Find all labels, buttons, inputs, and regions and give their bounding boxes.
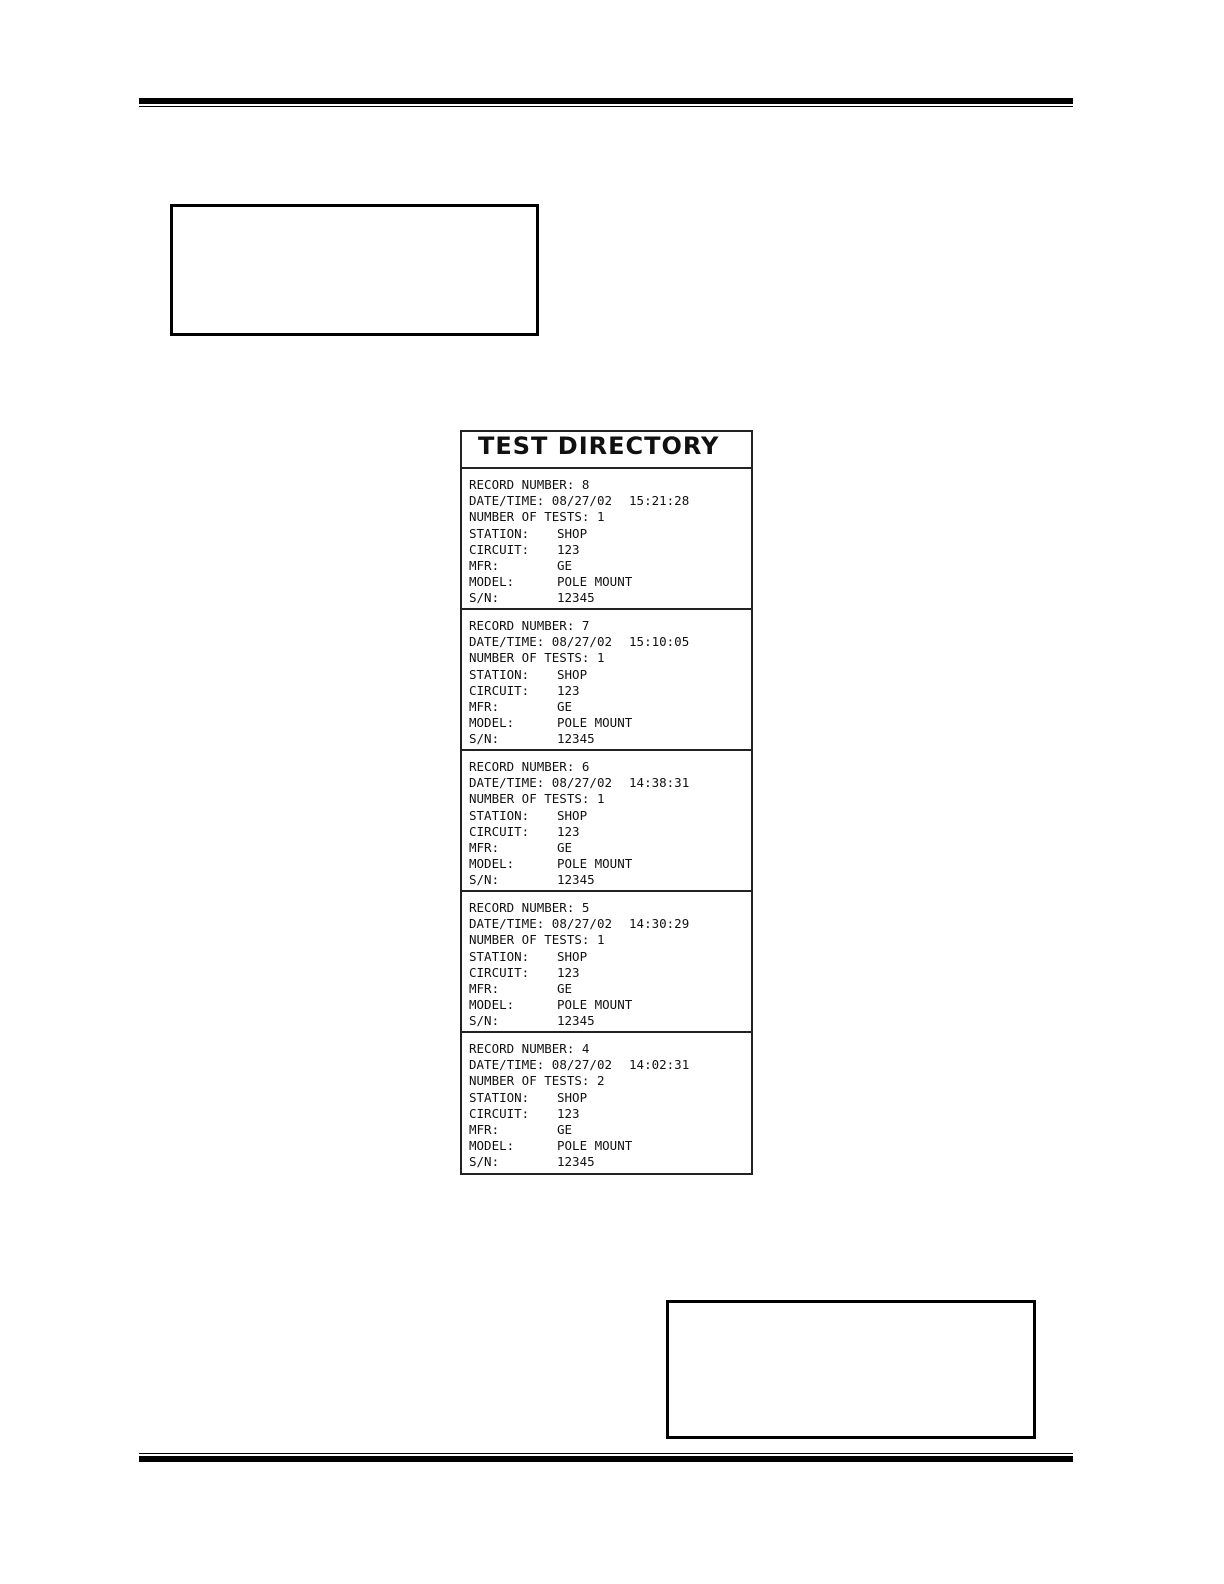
serial-number-value: 12345 <box>557 731 595 747</box>
circuit-line <box>469 542 751 558</box>
header-rule <box>139 98 1073 107</box>
serial-number-label: S/N: <box>469 872 500 888</box>
record-number-label: RECORD NUMBER: <box>469 618 575 633</box>
record-number-label: RECORD NUMBER: <box>469 900 575 915</box>
circuit-label: CIRCUIT: <box>469 541 530 557</box>
date-time-line <box>469 916 751 932</box>
record-entry <box>462 469 751 610</box>
station-line <box>469 526 751 542</box>
serial-number-value: 12345 <box>557 872 595 888</box>
date-time-label: DATE/TIME: <box>469 775 545 791</box>
mfr-value: GE <box>557 1121 573 1137</box>
circuit-value: 123 <box>557 964 580 980</box>
model-value: POLE MOUNT <box>557 997 633 1013</box>
station-line <box>469 1090 751 1106</box>
station-value: SHOP <box>557 807 588 823</box>
number-of-tests-value: 1 <box>596 650 605 666</box>
model-line <box>469 1138 751 1154</box>
record-number-line <box>469 759 751 775</box>
mfr-label: MFR: <box>469 557 500 573</box>
station-label: STATION: <box>469 948 530 964</box>
date-time-label: DATE/TIME: <box>469 493 545 509</box>
blank-callout-box-bottom <box>666 1300 1036 1439</box>
station-value: SHOP <box>557 1089 588 1105</box>
circuit-label: CIRCUIT: <box>469 682 530 698</box>
model-value: POLE MOUNT <box>557 1138 633 1154</box>
number-of-tests-label: NUMBER OF TESTS: <box>469 791 590 807</box>
model-value: POLE MOUNT <box>557 715 633 731</box>
mfr-label: MFR: <box>469 1121 500 1137</box>
model-label: MODEL: <box>469 997 515 1013</box>
record-number-label: RECORD NUMBER: <box>469 1041 575 1056</box>
circuit-line <box>469 965 751 981</box>
time-value: 14:38:31 <box>629 775 690 791</box>
station-label: STATION: <box>469 666 530 682</box>
model-label: MODEL: <box>469 574 515 590</box>
model-line <box>469 715 751 731</box>
number-of-tests-value: 1 <box>596 932 605 948</box>
mfr-line <box>469 699 751 715</box>
serial-number-label: S/N: <box>469 1013 500 1029</box>
record-entry <box>462 751 751 892</box>
number-of-tests-line <box>469 932 751 948</box>
date-value: 08/27/02 <box>551 493 613 509</box>
station-label: STATION: <box>469 1089 530 1105</box>
mfr-line <box>469 558 751 574</box>
station-value: SHOP <box>557 948 588 964</box>
record-number-line <box>469 1041 751 1057</box>
date-value: 08/27/02 <box>551 916 613 932</box>
circuit-value: 123 <box>557 823 580 839</box>
record-entry <box>462 1033 751 1174</box>
date-time-line <box>469 493 751 509</box>
record-entry <box>462 892 751 1033</box>
time-value: 15:21:28 <box>629 493 690 509</box>
number-of-tests-line <box>469 650 751 666</box>
serial-number-value: 12345 <box>557 1154 595 1170</box>
time-value: 14:30:29 <box>629 916 690 932</box>
model-value: POLE MOUNT <box>557 856 633 872</box>
number-of-tests-label: NUMBER OF TESTS: <box>469 509 590 525</box>
blank-callout-box-top <box>170 204 539 336</box>
printout-title: TEST DIRECTORY <box>462 432 751 469</box>
model-label: MODEL: <box>469 1138 515 1154</box>
footer-rule <box>139 1453 1073 1462</box>
number-of-tests-line <box>469 1073 751 1089</box>
date-time-line <box>469 775 751 791</box>
number-of-tests-value: 1 <box>596 509 605 525</box>
serial-number-line <box>469 1013 751 1029</box>
date-time-label: DATE/TIME: <box>469 634 545 650</box>
mfr-label: MFR: <box>469 980 500 996</box>
mfr-value: GE <box>557 557 573 573</box>
record-number-line <box>469 900 751 916</box>
station-line <box>469 808 751 824</box>
mfr-line <box>469 840 751 856</box>
record-number-value: 4 <box>581 1041 590 1056</box>
record-number-value: 5 <box>581 900 590 915</box>
date-value: 08/27/02 <box>551 634 613 650</box>
serial-number-value: 12345 <box>557 590 595 606</box>
number-of-tests-value: 2 <box>596 1073 605 1089</box>
circuit-label: CIRCUIT: <box>469 1105 530 1121</box>
circuit-label: CIRCUIT: <box>469 823 530 839</box>
mfr-value: GE <box>557 980 573 996</box>
test-directory-printout <box>460 430 753 1175</box>
station-line <box>469 667 751 683</box>
station-value: SHOP <box>557 525 588 541</box>
record-list <box>462 469 751 1174</box>
record-number-label: RECORD NUMBER: <box>469 477 575 492</box>
record-number-line <box>469 618 751 634</box>
station-line <box>469 949 751 965</box>
number-of-tests-label: NUMBER OF TESTS: <box>469 650 590 666</box>
date-time-label: DATE/TIME: <box>469 916 545 932</box>
serial-number-line <box>469 590 751 606</box>
model-line <box>469 856 751 872</box>
record-entry <box>462 610 751 751</box>
circuit-value: 123 <box>557 682 580 698</box>
number-of-tests-line <box>469 509 751 525</box>
time-value: 14:02:31 <box>629 1057 690 1073</box>
serial-number-line <box>469 1154 751 1170</box>
station-value: SHOP <box>557 666 588 682</box>
mfr-line <box>469 1122 751 1138</box>
circuit-value: 123 <box>557 541 580 557</box>
mfr-line <box>469 981 751 997</box>
date-value: 08/27/02 <box>551 775 613 791</box>
serial-number-line <box>469 731 751 747</box>
date-time-line <box>469 634 751 650</box>
serial-number-line <box>469 872 751 888</box>
time-value: 15:10:05 <box>629 634 690 650</box>
serial-number-value: 12345 <box>557 1013 595 1029</box>
number-of-tests-value: 1 <box>596 791 605 807</box>
circuit-line <box>469 683 751 699</box>
station-label: STATION: <box>469 807 530 823</box>
date-value: 08/27/02 <box>551 1057 613 1073</box>
record-number-label: RECORD NUMBER: <box>469 759 575 774</box>
model-line <box>469 574 751 590</box>
circuit-value: 123 <box>557 1105 580 1121</box>
serial-number-label: S/N: <box>469 1154 500 1170</box>
number-of-tests-label: NUMBER OF TESTS: <box>469 1073 590 1089</box>
mfr-value: GE <box>557 698 573 714</box>
record-number-value: 6 <box>581 759 590 774</box>
record-number-line <box>469 477 751 493</box>
mfr-label: MFR: <box>469 698 500 714</box>
record-number-value: 8 <box>581 477 590 492</box>
model-label: MODEL: <box>469 856 515 872</box>
circuit-line <box>469 824 751 840</box>
circuit-label: CIRCUIT: <box>469 964 530 980</box>
number-of-tests-label: NUMBER OF TESTS: <box>469 932 590 948</box>
number-of-tests-line <box>469 791 751 807</box>
model-label: MODEL: <box>469 715 515 731</box>
station-label: STATION: <box>469 525 530 541</box>
model-value: POLE MOUNT <box>557 574 633 590</box>
circuit-line <box>469 1106 751 1122</box>
model-line <box>469 997 751 1013</box>
date-time-label: DATE/TIME: <box>469 1057 545 1073</box>
mfr-value: GE <box>557 839 573 855</box>
date-time-line <box>469 1057 751 1073</box>
record-number-value: 7 <box>581 618 590 633</box>
serial-number-label: S/N: <box>469 731 500 747</box>
serial-number-label: S/N: <box>469 590 500 606</box>
mfr-label: MFR: <box>469 839 500 855</box>
